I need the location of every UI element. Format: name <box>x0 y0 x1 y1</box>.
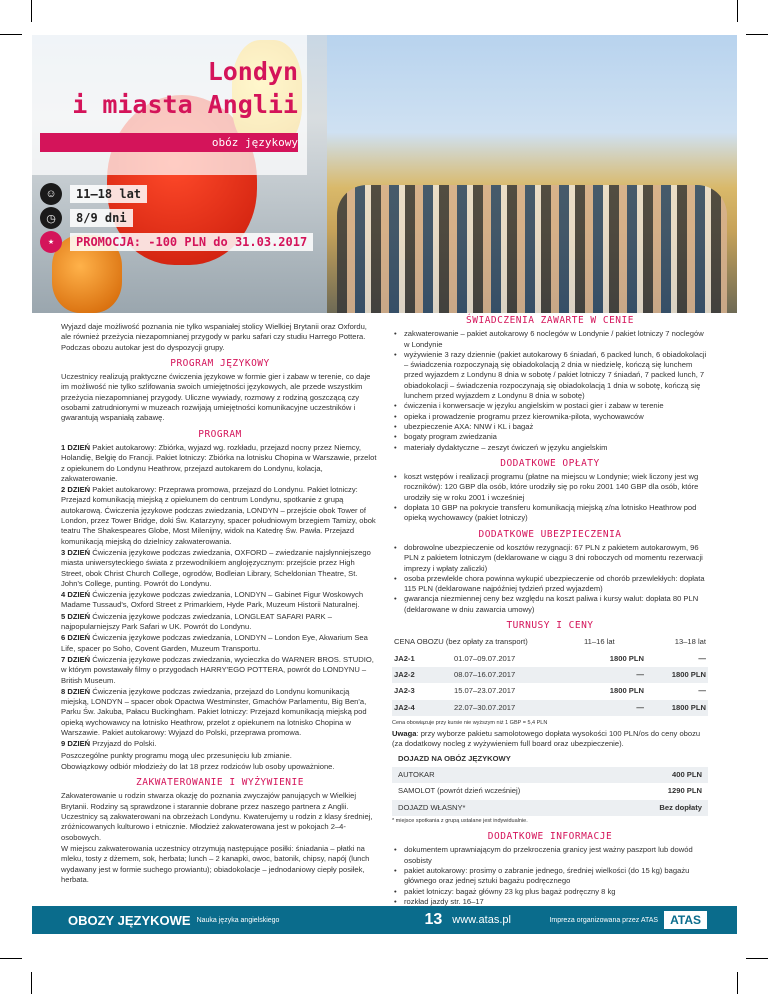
included-list <box>392 329 708 453</box>
note-text: : przy wyborze pakietu samolotowego dopłata wysokości 100 PLN/os do ceny obozu (za dodatkowy nocleg z wyżywieniem full board oraz ubezpieczenie). <box>392 729 701 749</box>
person-icon: ☺ <box>40 183 62 205</box>
crop-mark <box>737 0 738 22</box>
list-item: • zakwaterowanie – pakiet autokarowy 6 noclegów w Londynie / pakiet lotniczy 7 noclegów w Londynie <box>404 329 708 350</box>
table-row: JA2-3 15.07–23.07.2017 1800 PLN — <box>394 686 706 696</box>
page-title: Londyn i miasta Anglii <box>72 57 298 119</box>
list-item: • osoba przewlekle chora powinna wykupić ubezpieczenie od chorób przewlekłych: dopłata 115 PLN (deklarowane najpóźniej tydzień przed wyjazdem) <box>404 574 708 595</box>
meals-text: W miejscu zakwaterowania uczestnicy otrzymują następujące posiłki: śniadania – płatki na mleku, tosty z dżemem, sok, herbata; lunch – 2 kanapki, owoc, batonik, chipsy, napój (lunch wydawany jest w formie suchego prowiantu); obiadokolacje – jednodaniowy ciepły posiłek, herbata. <box>61 843 370 884</box>
list-item: • ubezpieczenie AXA: NNW i KL i bagaż <box>404 422 708 432</box>
organizer-text: Impreza organizowana przez ATAS <box>549 916 659 924</box>
transport-table <box>392 767 708 816</box>
crop-mark <box>0 958 22 959</box>
page-number: 13 <box>424 911 443 928</box>
promo-text: PROMOCJA: -100 PLN do 31.03.2017 <box>70 233 313 251</box>
list-item: • opieka i prowadzenie programu przez kierownika-pilota, wychowawców <box>404 412 708 422</box>
group-photo <box>327 35 737 313</box>
program-day: 5 DZIEŃ Ćwiczenia językowe podczas zwiedzania, LONGLEAT SAFARI PARK – najpopularniejszy Park Safari w UK. Powrót do Londynu. <box>61 611 332 632</box>
prices-table <box>392 634 708 715</box>
section-heading: DODATKOWE INFORMACJE <box>487 831 613 843</box>
list-item: • pakiet lotniczy: bagaż główny 23 kg plus bagaż podręczny 8 kg <box>404 887 708 897</box>
age-row <box>40 182 147 206</box>
section-heading: PROGRAM JĘZYKOWY <box>170 357 270 369</box>
insurance-list <box>392 543 708 615</box>
promo-row <box>40 230 313 254</box>
crop-mark <box>31 0 32 22</box>
list-item: • gwarancja niezmiennej ceny bez względu na koszt paliwa i kursy walut: dopłata 80 PLN (deklarowane w dniu zawarcia umowy) <box>404 594 708 615</box>
crop-mark <box>746 958 768 959</box>
footer-brand: OBOZY JĘZYKOWE <box>68 912 191 928</box>
program-day: 7 DZIEŃ Ćwiczenia językowe podczas zwiedzania, wycieczka do WARNER BROS. STUDIO, w którym powstawały filmy o przygodach HARRY'EGO POTTERA, powrót do LONDYNU – British Museum. <box>61 654 374 685</box>
program-day: 9 DZIEŃ Przyjazd do Polski. <box>61 739 157 749</box>
crop-mark <box>0 34 22 35</box>
left-column <box>61 322 379 886</box>
atas-logo: ATAS <box>664 911 707 929</box>
exchange-note: Cena obowiązuje przy kursie nie wyższym niż 1 GBP = 5,4 PLN <box>392 719 548 726</box>
section-heading: PROGRAM <box>198 428 242 440</box>
program-day: 8 DZIEŃ Ćwiczenia językowe podczas zwiedzania, przejazd do Londynu komunikacją miejską, LONDYN – spacer obok Opactwa Westminster, Gmachów Parlamentu, Big Ben'a, Parku Św. Jakuba, Pałacu Buckingham. Pakiet lotniczy: Przejazd komunikacją miejską pod opieką wychowawcy na lotnisko Heathrow, przelot z opiekunem na lotnisko Chopina w Warszawie. Pakiet autokarowy: Wyjazd do Polski, przeprawa promowa. <box>61 686 367 737</box>
list-item: • dopłata 10 GBP na pokrycie transferu komunikacją miejską z/na lotnisko Heathrow pod opieką wychowawcy (pakiet lotniczy) <box>404 503 708 524</box>
table-row: JA2-2 08.07–16.07.2017 — 1800 PLN <box>392 667 708 683</box>
list-item: • koszt wstępów i realizacji programu (płatne na miejscu w Londynie; wiek liczony jest wg roczników): 120 GBP dla osób, które urodziły się po roku 2001 140 GBP dla osób, które urodziły się w roku 2001 i wcześniej <box>404 472 708 503</box>
list-item: • ćwiczenia i konwersacje w języku angielskim w postaci gier i zabaw w terenie <box>404 401 708 411</box>
duration-row <box>40 206 133 230</box>
footer-bar <box>32 906 737 934</box>
program-day: 6 DZIEŃ Ćwiczenia językowe podczas zwiedzania, LONDYN – London Eye, Akwarium Sea Life, spacer po Soho, Covent Garden, Muzeum Transportu. <box>61 633 368 653</box>
crop-mark <box>746 34 768 35</box>
table-row: JA2-4 22.07–30.07.2017 — 1800 PLN <box>392 700 708 716</box>
extra-fees-list <box>392 472 708 523</box>
program-day: 2 DZIEŃ Pakiet autokarowy: Przeprawa promowa, przejazd do Londynu. Pakiet lotniczy: Przejazd komunikacją miejską z opiekunem do centrum Londynu, spotkanie z grupą autokarową. Ćwiczenia językowe podczas zwiedzania, LONDYN – przejście obok Tower of London, przez Tower Bridge, doki Św. Katarzyny, spacer południowym brzegiem Tamizy, obok teatru The Shakespeares Globe, Most Milenijny, widok na Katedrę Św. Pawła. Przejazd komunikacją miejską do dzielnicy zakwaterowania. <box>61 485 376 546</box>
right-column: ŚWIADCZENIA ZAWARTE W CENIE • zakwaterowanie – pakiet autokarowy 6 noclegów w Londynie / pakiet lotniczy 7 noclegów w Londynie • wyżywienie 3 razy dziennie (pakiet autokarowy 6 śniadań, 6 packed lunch, 6 obiadokolacji – świadczenia rozpoczynają się obiadokolacją 2 dnia w niedzielę, kończą się lunchem przed wyjazdem z Londynu 8 dnia w sobotę / pakiet lotniczy 7 śniadań, 7 packed lunch, 7 obiadokolacji – świadczenia rozpoczynają się obiadokolacją 1 dnia w sobotę, kończą się lunchem przed wyjazdem z Londynu 8 dnia w sobotę) • ćwiczenia i konwersacje w języku angielskim w postaci gier i zabaw w terenie • opieka i prowadzenie programu przez kierownika-pilota, wychowawców • ubezpieczenie AXA: NNW i KL i bagaż • bogaty program zwiedzania • materiały dydaktyczne – zeszyt ćwiczeń w języku angielskim DODATKOWE OPŁATY • koszt wstępów i realizacji programu (płatne na miejscu w Londynie; wiek liczony jest wg roczników): 120 GBP dla osób, które urodziły się po roku 2001 140 GBP dla osób, które urodziły się w roku 2001 i wcześniej • dopłata 10 GBP na pokrycie transferu komunikacją miejską z/na lotnisko Heathrow pod opieką wychowawcy (pakiet lotniczy) DODATKOWE UBEZPIECZENIA • dobrowolne ubezpieczenie od kosztów rezygnacji: 67 PLN z pakietem autokarowym, 96 PLN z pakietem lotniczym (deklarowane w ciągu 3 dni roboczych od momentu rezerwacji imprezy i wpłaty zaliczki) • osoba przewlekle chora powinna wykupić ubezpieczenie od chorób przewlekłych: dopłata 115 PLN (deklarowane najpóźniej tydzień przed wyjazdem) • gwarancja niezmiennej ceny bez względu na koszt paliwa i kursy walut: dopłata 80 PLN (deklarowane w dniu zawarcia umowy) TURNUSY I CENY CENA OBOZU (bez opłaty za transport) 11–16 lat 13–18 lat JA2-1 01.07–09.07.2017 1800 PLN — JA2-2 08.07–16.07.2017 — 1800 PLN JA2-3 15.07–23.07.2017 1800 PLN — JA2-4 22.07–30.07.2017 — 1800 PLN Cena obowiązuje przy kursie nie wyższym niż 1 GBP = 5,4 PLN Uwaga: przy wyborze pakietu samolotowego dopłata wysokości 100 PLN/os do ceny obozu (za dodatkowy nocleg z wyżywieniem full board oraz ubezpieczenie). DOJAZD NA OBÓZ JĘZYKOWY AUTOKAR 400 PLN SAMOLOT (powrót dzień wcześniej) 1290 PLN DOJAZD WŁASNY* Bez dopłaty * miejsce spotkania z grupą ustalane jest indywidualnie. DODATKOWE INFORMACJE • dokumentem uprawniającym do przekroczenia granicy jest ważny paszport lub dowód osobisty • pakiet autokarowy: prosimy o zabranie jednego, średniej wielkości (do 15 kg) bagażu głównego oraz jednej sztuki bagażu podręcznego • pakiet lotniczy: bagaż główny 23 kg plus bagaż podręczny 8 kg • rozkład jazdy str. 16–17 <box>392 310 708 907</box>
transport-row: SAMOLOT (powrót dzień wcześniej) 1290 PLN <box>398 786 702 796</box>
section-heading: DODATKOWE UBEZPIECZENIA <box>478 528 622 540</box>
footnote: * miejsce spotkania z grupą ustalane jest indywidualnie. <box>392 817 528 824</box>
program-days <box>61 443 379 750</box>
website-link[interactable]: www.atas.pl <box>452 914 511 926</box>
age-range: 11–18 lat <box>70 185 147 203</box>
page-subtitle: obóz językowy <box>40 133 298 152</box>
section-heading: ZAKWATEROWANIE I WYŻYWIENIE <box>136 777 304 789</box>
list-item: • bogaty program zwiedzania <box>404 432 708 442</box>
program-day: 1 DZIEŃ Pakiet autokarowy: Zbiórka, wyjazd wg. rozkładu, przejazd nocny przez Niemcy, Holandię, Belgię do Francji. Pakiet lotniczy: Zbiórka na lotnisku Chopina w Warszawie, przelot z opiekunem do Londynu Heathrow, przejazd autokarem do Londynu, kolacja, zakwaterowanie. <box>61 442 377 483</box>
list-item: • materiały dydaktyczne – zeszyt ćwiczeń w języku angielskim <box>404 443 708 453</box>
language-program-text: Uczestnicy realizują praktyczne ćwiczenia językowe w formie gier i zabaw w terenie, co daje im możliwość nie tylko szlifowania swoich umiejętności językowych, ale przede wszystkim przeżycia niezapomnianej przygody. Uliczne wywiady, rozmowy z rodziną goszczącą czy osobami zatrudnionymi w muzeach rozwijają umiejętności komunikacyjne uczestników i gwarantują wspaniałą zabawę. <box>61 372 371 423</box>
transport-row: DOJAZD WŁASNY* Bez dopłaty <box>392 800 708 816</box>
super-badge-icon: ★ <box>40 231 62 253</box>
section-heading: TURNUSY I CENY <box>506 620 594 632</box>
footer-subtitle: Nauka języka angielskiego <box>196 916 280 924</box>
list-item: • dobrowolne ubezpieczenie od kosztów rezygnacji: 67 PLN z pakietem autokarowym, 96 PLN z pakietem lotniczym (deklarowane w ciągu 3 dni roboczych od momentu rezerwacji imprezy i wpłaty zaliczki) <box>404 543 708 574</box>
program-note: Obowiązkowy odbiór młodzieży do lat 18 przez rodziców lub osoby upoważnione. <box>61 761 335 771</box>
transport-row: AUTOKAR 400 PLN <box>392 767 708 783</box>
program-note: Poszczególne punkty programu mogą ulec przesunięciu lub zmianie. <box>61 750 292 760</box>
table-row: JA2-1 01.07–09.07.2017 1800 PLN — <box>394 653 706 663</box>
list-item: • dokumentem uprawniającym do przekroczenia granicy jest ważny paszport lub dowód osobisty <box>404 845 708 866</box>
program-day: 4 DZIEŃ Ćwiczenia językowe podczas zwiedzania, LONDYN – Gabinet Figur Woskowych Madame Tussaud's, Oxford Street z Primarkiem, Hyde Park, Muzeum Historii Naturalnej. <box>61 590 364 610</box>
section-heading: ŚWIADCZENIA ZAWARTE W CENIE <box>466 315 634 326</box>
clock-icon: ◷ <box>40 207 62 229</box>
transport-heading: DOJAZD NA OBÓZ JĘZYKOWY <box>392 751 708 767</box>
accommodation-text: Zakwaterowanie u rodzin stwarza okazję do poznania zwyczajów panujących w Wielkiej Brytanii. Rodziny są sprawdzone i starannie dobrane przez naszego partnera z Anglii. Uczestnicy są zakwaterowani na obrzeżach Londynu. Kwaterujemy u rodzin z klasy średniej, zróżnicowanych kulturowo i etnicznie. Młodzież zakwaterowana jest w pokojach 2–4-osobowych. <box>61 791 373 842</box>
intro-text: Wyjazd daje możliwość poznania nie tylko wspaniałej stolicy Wielkiej Brytanii oraz Oxfordu, ale również przeżycia niezapomnianej przygody w parku safari czy studiu Harrego Pottera. Podczas obozu autokar jest do dyspozycji grupy. <box>61 322 367 352</box>
list-item: • wyżywienie 3 razy dziennie (pakiet autokarowy 6 śniadań, 6 packed lunch, 6 obiadokolacji – świadczenia rozpoczynają się obiadokolacją 2 dnia w niedzielę, kończą się lunchem przed wyjazdem z Londynu 8 dnia w sobotę / pakiet lotniczy 7 śniadań, 7 packed lunch, 7 obiadokolacji – świadczenia rozpoczynają się obiadokolacją 1 dnia w sobotę, kończą się lunchem przed wyjazdem z Londynu 8 dnia w sobotę) <box>404 350 708 401</box>
list-item: • rozkład jazdy str. 16–17 <box>404 897 708 907</box>
crop-mark <box>31 972 32 994</box>
section-heading: DODATKOWE OPŁATY <box>500 457 600 469</box>
crop-mark <box>737 972 738 994</box>
list-item: • pakiet autokarowy: prosimy o zabranie jednego, średniej wielkości (do 15 kg) bagażu głównego oraz jednej sztuki bagażu podręcznego <box>404 866 708 887</box>
program-day: 3 DZIEŃ Ćwiczenia językowe podczas zwiedzania, OXFORD – zwiedzanie najsłynniejszego miasta uniwersyteckiego świata z przewodnikiem anglojęzycznym: przejście przez High Street, obok Christ Church College, ogrodów, Bodleian Library, Scheldonian Theatre, St. John's College, punting. Powrót do Londynu. <box>61 547 371 588</box>
table-header: CENA OBOZU (bez opłaty za transport) 11–16 lat 13–18 lat <box>392 634 708 650</box>
duration: 8/9 dni <box>70 209 133 227</box>
additional-info-list <box>392 845 708 907</box>
